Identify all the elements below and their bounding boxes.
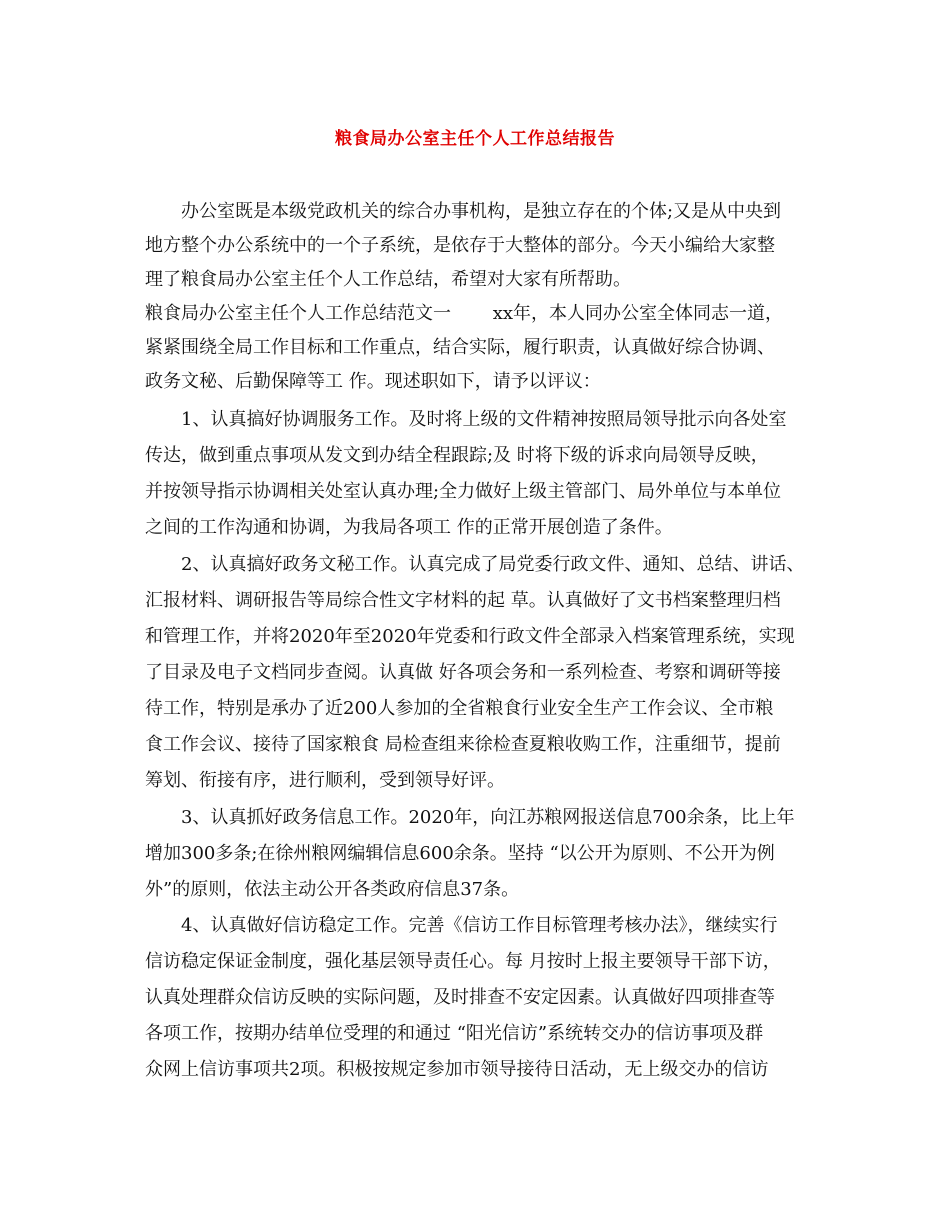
body-line: 2、认真搞好政务文秘工作。认真完成了局党委行政文件、通知、总结、讲话、 [181,554,805,575]
body-line: 汇报材料、调研报告等局综合性文字材料的起 草。认真做好了文书档案整理归档 [145,590,781,611]
body-line: 众网上信访事项共2项。积极按规定参加市领导接待日活动，无上级交办的信访 [145,1059,769,1080]
body-line: 待工作，特别是承办了近200人参加的全省粮食行业安全生产工作会议、全市粮 [145,698,774,719]
body-line: 增加300多条;在徐州粮网编辑信息600余条。坚持 “以公开为原则、不公开为例 [145,843,775,864]
body-line: 之间的工作沟通和协调，为我局各项工 作的正常开展创造了条件。 [145,517,673,538]
body-line: 传达，做到重点事项从发文到办结全程跟踪;及 时将下级的诉求向局领导反映， [145,445,769,466]
body-line: 3、认真抓好政务信息工作。2020年，向江苏粮网报送信息700余条，比上年 [181,807,795,828]
body-line: 和管理工作，并将2020年至2020年党委和行政文件全部录入档案管理系统，实现 [145,626,795,647]
body-line: 地方整个办公系统中的一个子系统，是依存于大整体的部分。今天小编给大家整 [145,235,775,256]
body-line: 4、认真做好信访稳定工作。完善《信访工作目标管理考核办法》，继续实行 [181,915,778,936]
body-line: 外”的原则，依法主动公开各类政府信息37条。 [145,879,520,900]
body-line: 各项工作，按期办结单位受理的和通过 “阳光信访”系统转交办的信访事项及群 [145,1023,764,1044]
body-line: 信访稳定保证金制度，强化基层领导责任心。每 月按时上报主要领导干部下访， [145,951,781,972]
body-line: 食工作会议、接待了国家粮食 局检查组来徐检查夏粮收购工作，注重细节，提前 [145,734,781,755]
body-line: 紧紧围绕全局工作目标和工作重点，结合实际，履行职责，认真做好综合协调、 [145,337,775,358]
body-line: 了目录及电子文档同步查阅。认真做 好各项会务和一系列检查、考察和调研等接 [145,662,781,683]
body-line: 理了粮食局办公室主任个人工作总结，希望对大家有所帮助。 [145,269,631,290]
body-line: 并按领导指示协调相关处室认真办理;全力做好上级主管部门、局外单位与本单位 [145,481,782,502]
body-line: 政务文秘、后勤保障等工 作。现述职如下，请予以评议： [145,371,601,392]
body-line: 粮食局办公室主任个人工作总结范文一 xx年，本人同办公室全体同志一道， [145,303,784,324]
body-line: 1、认真搞好协调服务工作。及时将上级的文件精神按照局领导批示向各处室 [181,409,787,430]
body-line: 筹划、衔接有序，进行顺利，受到领导好评。 [145,770,505,791]
body-line: 办公室既是本级党政机关的综合办事机构，是独立存在的个体;又是从中央到 [181,201,782,222]
body-line: 认真处理群众信访反映的实际问题，及时排查不安定因素。认真做好四项排查等 [145,987,775,1008]
document-title: 粮食局办公室主任个人工作总结报告 [335,129,615,149]
